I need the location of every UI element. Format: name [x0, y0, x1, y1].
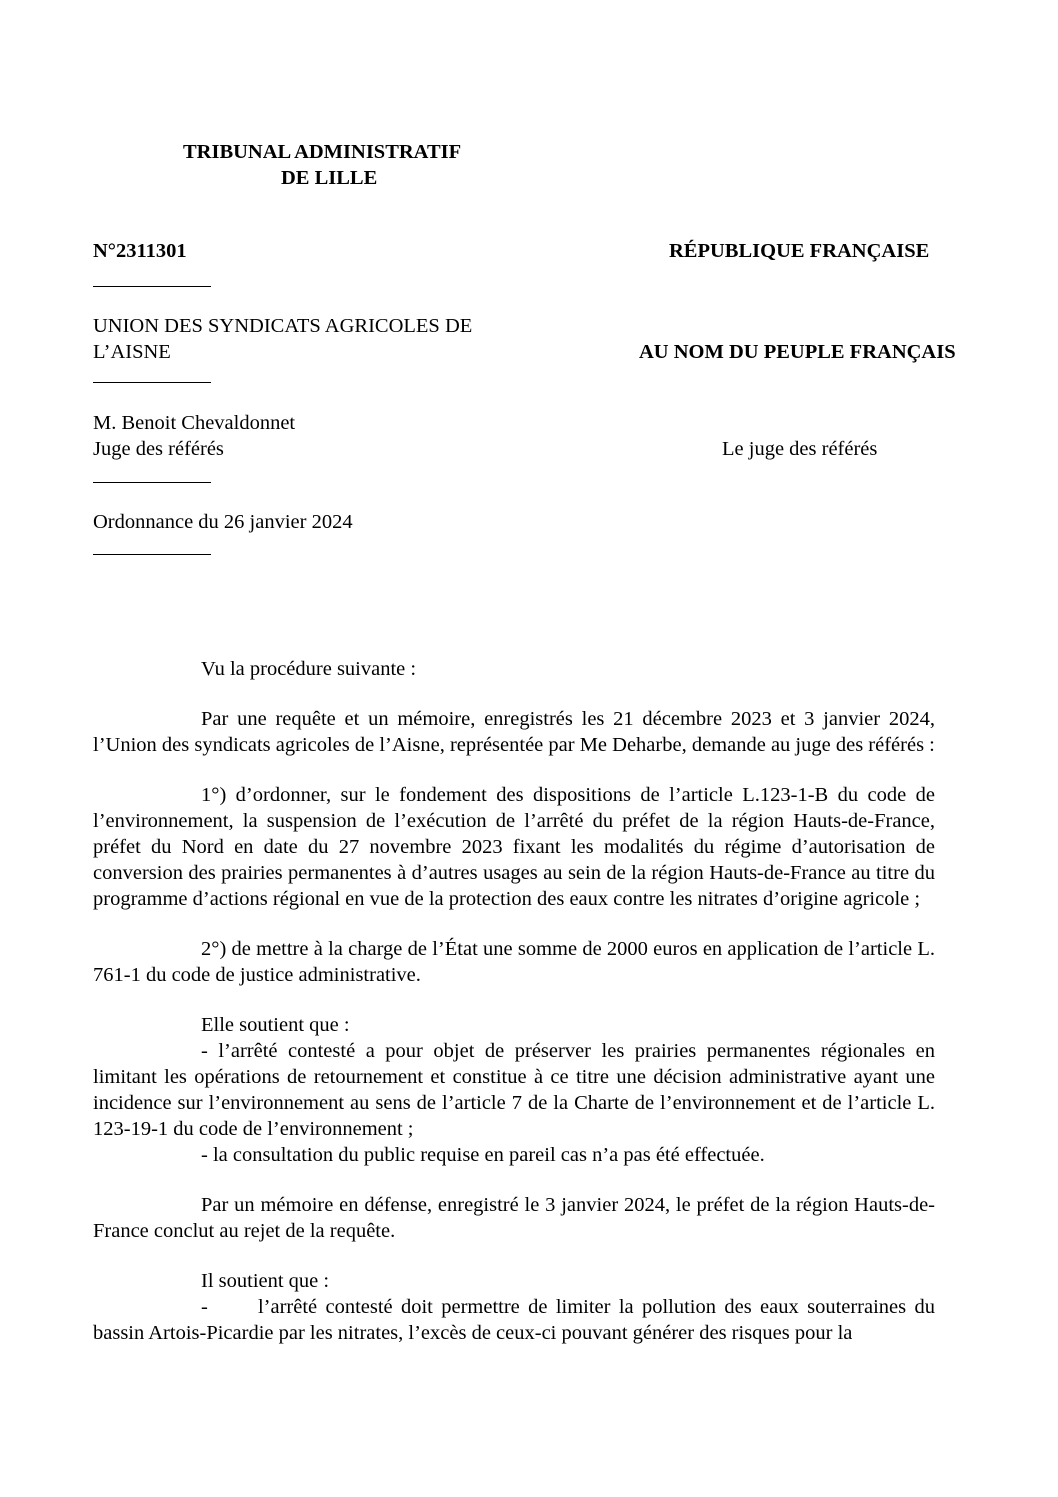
document-body	[93, 656, 941, 1346]
procedure-heading: Vu la procédure suivante :	[201, 658, 417, 680]
separator-rule	[93, 382, 211, 383]
judge-title-right: Le juge des référés	[722, 438, 878, 460]
party-name-line2: L’AISNE	[93, 341, 171, 363]
people-heading: AU NOM DU PEUPLE FRANÇAIS	[639, 341, 956, 363]
defense-paragraph: Par un mémoire en défense, enregistré le 3 janvier 2024, le préfet de la région Hauts-de-France conclut au rejet de la requête.	[93, 1194, 935, 1242]
party-name-line1: UNION DES SYNDICATS AGRICOLES DE	[93, 315, 473, 337]
judge-name: M. Benoit Chevaldonnet	[93, 412, 296, 434]
claim-2-paragraph: 2°) de mettre à la charge de l’État une somme de 2000 euros en application de l’article L. 761-1 du code de justice administrative.	[93, 938, 935, 986]
argument-item-2: - la consultation du public requise en pareil cas n’a pas été effectuée.	[201, 1144, 765, 1166]
case-number: N°2311301	[93, 240, 187, 262]
argument-intro: Elle soutient que :	[201, 1014, 350, 1036]
order-date: Ordonnance du 26 janvier 2024	[93, 511, 353, 533]
court-name-line2: DE LILLE	[281, 167, 378, 189]
argument-item-1: - l’arrêté contesté a pour objet de préserver les prairies permanentes régionales en limitant les opérations de retournement et constitue à ce titre une décision administrative ayant une incidence sur l’environnement au sens de l’article 7 de la Charte de l’environnement et de l’article L. 123-19-1 du code de l’environnement ;	[93, 1040, 935, 1140]
defense-argument-intro: Il soutient que :	[201, 1270, 330, 1292]
separator-rule	[93, 554, 211, 555]
separator-rule	[93, 482, 211, 483]
separator-rule	[93, 286, 211, 287]
defense-argument-item-1: - l’arrêté contesté doit permettre de limiter la pollution des eaux souterraines du bassin Artois-Picardie par les nitrates, l’excès de ceux-ci pouvant générer des risques pour la	[93, 1296, 941, 1344]
request-paragraph: Par une requête et un mémoire, enregistrés les 21 décembre 2023 et 3 janvier 2024, l’Union des syndicats agricoles de l’Aisne, représentée par Me Deharbe, demande au juge des référés :	[93, 708, 935, 756]
claim-1-paragraph: 1°) d’ordonner, sur le fondement des dispositions de l’article L.123-1-B du code de l’environnement, la suspension de l’exécution de l’arrêté du préfet de la région Hauts-de-France, préfet du Nord en date du 27 novembre 2023 fixant les modalités du régime d’autorisation de conversion des prairies permanentes à d’autres usages au sein de la région Hauts-de-France au titre du programme d’actions régional en vue de la protection des eaux contre les nitrates d’origine agricole ;	[93, 784, 935, 910]
judge-role: Juge des référés	[93, 438, 224, 460]
court-name-line1: TRIBUNAL ADMINISTRATIF	[183, 141, 462, 163]
republic-heading: RÉPUBLIQUE FRANÇAISE	[669, 240, 930, 262]
